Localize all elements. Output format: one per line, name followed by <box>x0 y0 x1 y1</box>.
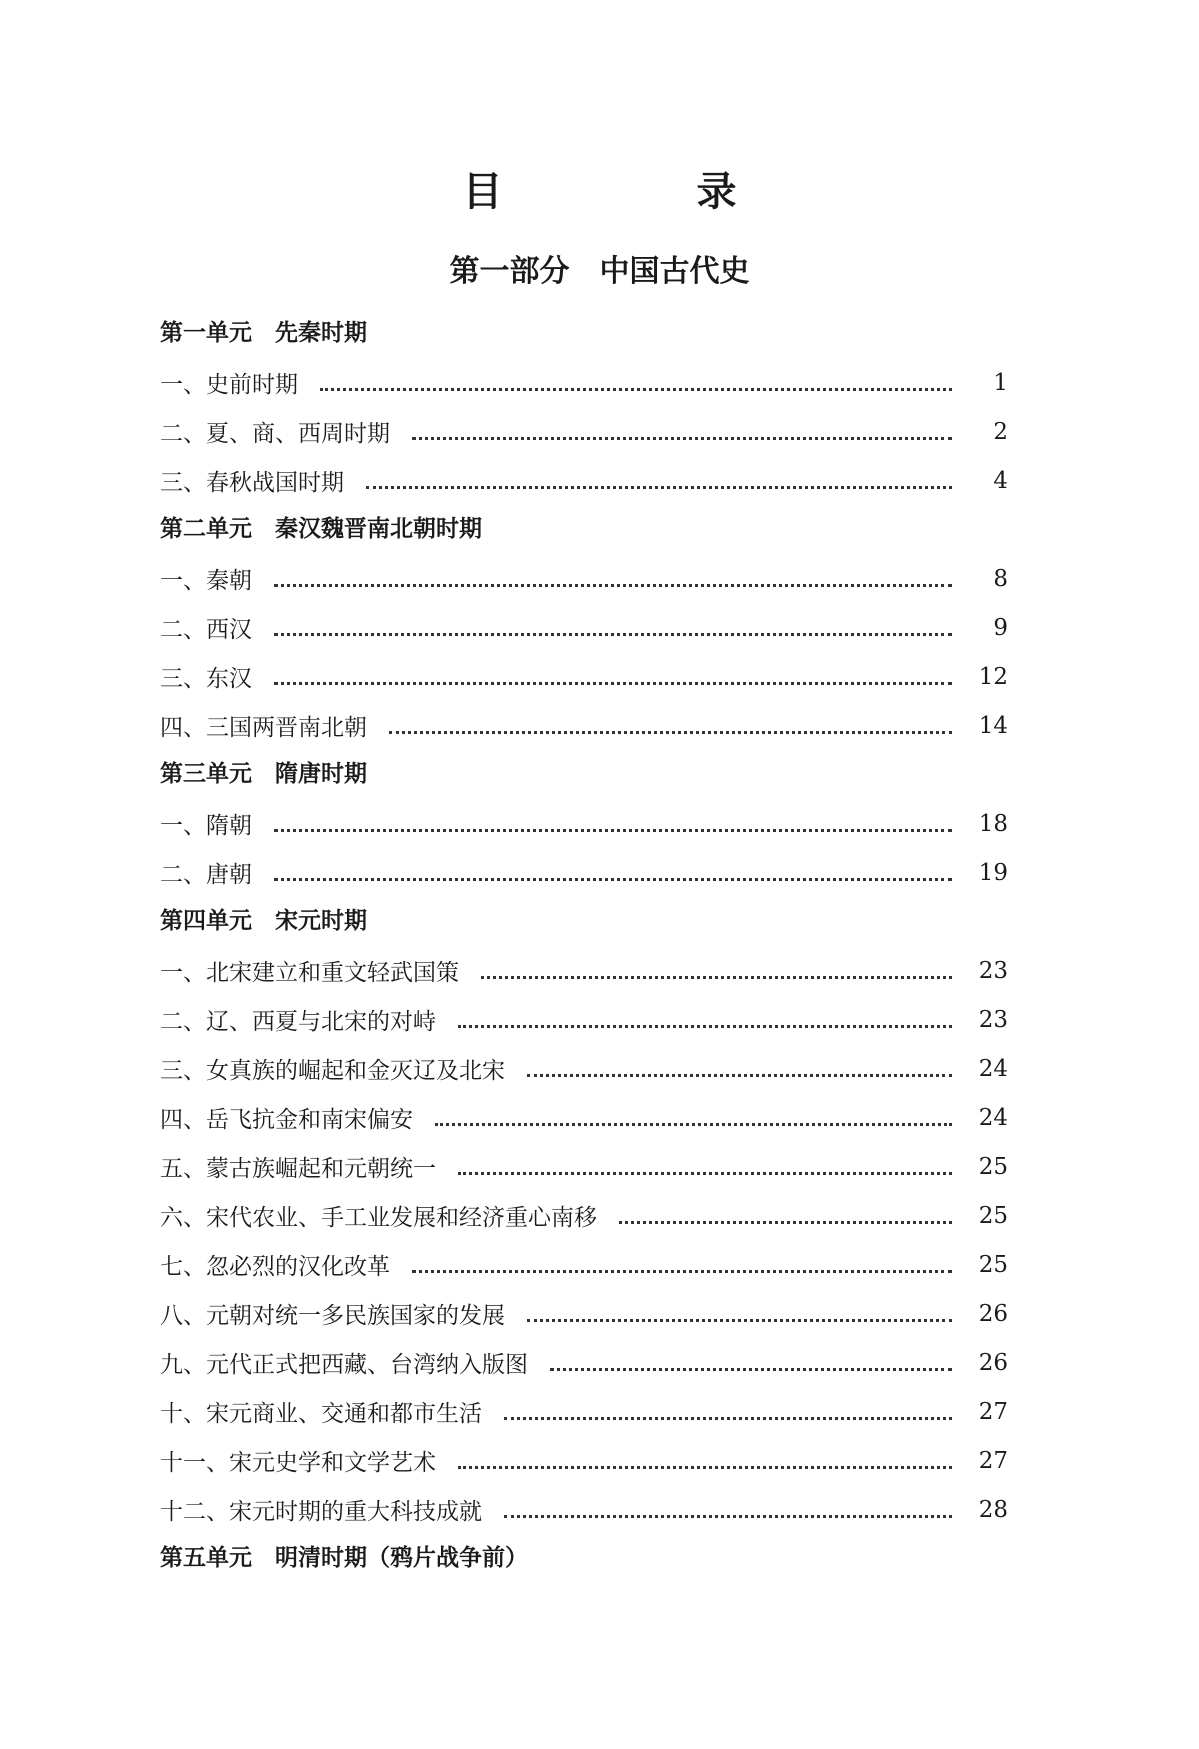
dot-leader <box>412 1253 952 1277</box>
toc-entry-page-number: 9 <box>993 614 1008 641</box>
toc-entry-label: 五、蒙古族崛起和元朝统一 <box>160 1156 436 1182</box>
dot-leader <box>504 1498 952 1522</box>
toc-entry-page-number: 25 <box>978 1153 1008 1180</box>
toc-entry-page-number: 18 <box>978 810 1008 837</box>
toc-entry-label: 八、元朝对统一多民族国家的发展 <box>160 1303 505 1329</box>
dot-leader <box>619 1204 952 1228</box>
toc-entry-label: 十一、宋元史学和文学艺术 <box>160 1450 436 1476</box>
dot-leader <box>550 1351 952 1375</box>
toc-entry-page-number: 14 <box>978 712 1008 739</box>
toc-entry[interactable] <box>160 554 1008 603</box>
toc-entry-page-number: 24 <box>978 1055 1008 1082</box>
dot-leader <box>366 469 952 493</box>
toc-entry[interactable] <box>160 456 1008 505</box>
toc-entry-label: 三、东汉 <box>160 666 252 692</box>
dot-leader <box>389 714 952 738</box>
toc-entry-page-number: 23 <box>978 957 1008 984</box>
toc-entry-label: 十二、宋元时期的重大科技成就 <box>160 1499 482 1525</box>
toc-entry-page-number: 19 <box>978 859 1008 886</box>
toc-entry[interactable] <box>160 799 1008 848</box>
toc-entry[interactable] <box>160 848 1008 897</box>
dot-leader <box>458 1008 952 1032</box>
dot-leader <box>274 567 952 591</box>
toc-entry-label: 一、秦朝 <box>160 568 252 594</box>
toc-entry[interactable] <box>160 1338 1008 1387</box>
dot-leader <box>274 616 952 640</box>
page-title: 目 录 <box>462 169 827 215</box>
toc-entry-page-number: 27 <box>978 1447 1008 1474</box>
unit-heading[interactable]: 第五单元 明清时期（鸦片战争前） <box>160 1545 528 1571</box>
dot-leader <box>435 1106 952 1130</box>
toc-entry-label: 三、女真族的崛起和金灭辽及北宋 <box>160 1058 505 1084</box>
toc-entry-page-number: 1 <box>993 369 1008 396</box>
toc-entry-label: 九、元代正式把西藏、台湾纳入版图 <box>160 1352 528 1378</box>
toc-entry[interactable] <box>160 603 1008 652</box>
toc-entry-page-number: 4 <box>993 467 1008 494</box>
toc-entry-page-number: 25 <box>978 1251 1008 1278</box>
toc-entry-label: 一、史前时期 <box>160 372 298 398</box>
toc-entry[interactable] <box>160 1191 1008 1240</box>
toc-entry[interactable] <box>160 1240 1008 1289</box>
toc-entry-label: 六、宋代农业、手工业发展和经济重心南移 <box>160 1205 597 1231</box>
toc-entry-label: 十、宋元商业、交通和都市生活 <box>160 1401 482 1427</box>
toc-entry[interactable] <box>160 701 1008 750</box>
toc-entry-label: 七、忽必烈的汉化改革 <box>160 1254 390 1280</box>
toc-entry-label: 四、三国两晋南北朝 <box>160 715 367 741</box>
toc-entry-label: 一、隋朝 <box>160 813 252 839</box>
dot-leader <box>504 1400 952 1424</box>
toc-entry-label: 二、夏、商、西周时期 <box>160 421 390 447</box>
toc-entry-label: 二、辽、西夏与北宋的对峙 <box>160 1009 436 1035</box>
toc-entry-label: 二、唐朝 <box>160 862 252 888</box>
part-title: 第一部分 中国古代史 <box>449 254 750 289</box>
unit-heading[interactable]: 第三单元 隋唐时期 <box>160 761 367 787</box>
toc-entry-page-number: 25 <box>978 1202 1008 1229</box>
toc-entry-page-number: 12 <box>978 663 1008 690</box>
toc-entry[interactable] <box>160 1436 1008 1485</box>
toc-entry-page-number: 24 <box>978 1104 1008 1131</box>
dot-leader <box>274 812 952 836</box>
unit-heading[interactable]: 第二单元 秦汉魏晋南北朝时期 <box>160 516 482 542</box>
dot-leader <box>481 959 952 983</box>
toc-entry[interactable] <box>160 1289 1008 1338</box>
toc-entry-page-number: 28 <box>978 1496 1008 1523</box>
toc-entry-page-number: 23 <box>978 1006 1008 1033</box>
dot-leader <box>458 1449 952 1473</box>
unit-heading[interactable]: 第一单元 先秦时期 <box>160 320 367 346</box>
dot-leader <box>412 420 952 444</box>
toc-entry[interactable] <box>160 1044 1008 1093</box>
toc-entry-page-number: 26 <box>978 1349 1008 1376</box>
toc-entry[interactable] <box>160 995 1008 1044</box>
dot-leader <box>458 1155 952 1179</box>
dot-leader <box>527 1057 952 1081</box>
toc-entry-label: 二、西汉 <box>160 617 252 643</box>
toc-entry-label: 三、春秋战国时期 <box>160 470 344 496</box>
toc-entry[interactable] <box>160 652 1008 701</box>
toc-entry[interactable] <box>160 1387 1008 1436</box>
toc-entry[interactable] <box>160 1485 1008 1534</box>
toc-entry-label: 四、岳飞抗金和南宋偏安 <box>160 1107 413 1133</box>
toc-entry-page-number: 8 <box>993 565 1008 592</box>
dot-leader <box>320 371 952 395</box>
dot-leader <box>527 1302 952 1326</box>
toc-entry[interactable] <box>160 946 1008 995</box>
table-of-contents <box>160 309 1008 1583</box>
toc-entry-page-number: 2 <box>993 418 1008 445</box>
toc-entry-label: 一、北宋建立和重文轻武国策 <box>160 960 459 986</box>
toc-entry[interactable] <box>160 358 1008 407</box>
toc-entry-page-number: 27 <box>978 1398 1008 1425</box>
unit-heading[interactable]: 第四单元 宋元时期 <box>160 908 367 934</box>
toc-entry[interactable] <box>160 1093 1008 1142</box>
dot-leader <box>274 665 952 689</box>
dot-leader <box>274 861 952 885</box>
toc-entry[interactable] <box>160 407 1008 456</box>
toc-entry[interactable] <box>160 1142 1008 1191</box>
toc-entry-page-number: 26 <box>978 1300 1008 1327</box>
